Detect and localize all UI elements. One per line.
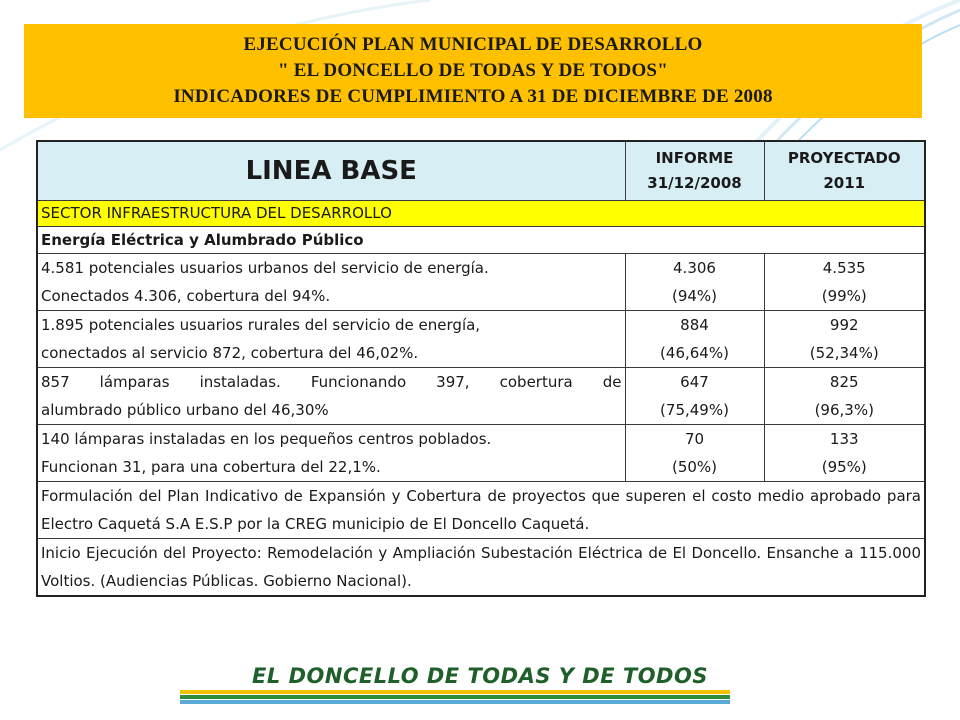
row-description-line-1: 140 lámparas instaladas en los pequeños centros poblados.: [41, 430, 492, 448]
proyectado-header: [764, 141, 925, 201]
row-description-line-2: Funcionan 31, para una cobertura del 22,1%.: [41, 458, 381, 476]
informe-percent: (50%): [671, 458, 718, 476]
footer-bar-green: [180, 695, 730, 699]
informe-cell: [625, 311, 764, 368]
table-row: [37, 482, 925, 539]
row-description: [37, 368, 625, 425]
informe-percent: (94%): [671, 287, 718, 305]
title-line-3: INDICADORES DE CUMPLIMIENTO A 31 DE DICIEMBRE DE 2008: [173, 86, 773, 107]
title-line-2: " EL DONCELLO DE TODAS Y DE TODOS": [278, 60, 668, 81]
row-description-line-2: Conectados 4.306, cobertura del 94%.: [41, 287, 331, 305]
footer-bar-yellow: [180, 690, 730, 694]
row-description: [37, 425, 625, 482]
sector-row: [37, 201, 925, 227]
proyectado-value: 133: [829, 430, 859, 448]
informe-cell: [625, 254, 764, 311]
row-description: [37, 311, 625, 368]
informe-header: [625, 141, 764, 201]
informe-header-label: INFORME: [655, 149, 734, 167]
proyectado-header-label: PROYECTADO: [787, 149, 901, 167]
informe-percent: (75,49%): [660, 401, 729, 419]
footer-slogan: EL DONCELLO DE TODAS Y DE TODOS: [252, 664, 708, 688]
subsector-row: [37, 227, 925, 254]
title-banner: [24, 24, 922, 118]
footer-bar-blue: [180, 700, 730, 704]
subsector-label: Energía Eléctrica y Alumbrado Público: [37, 227, 925, 254]
proyectado-percent: (52,34%): [809, 344, 879, 362]
row-description-line-2: alumbrado público urbano del 46,30%: [41, 401, 329, 419]
linea-base-header: LINEA BASE: [37, 141, 625, 201]
row-description-line-2: conectados al servicio 872, cobertura del 46,02%.: [41, 344, 419, 362]
table-row: [37, 539, 925, 597]
proyectado-value: 825: [829, 373, 859, 391]
proyectado-percent: (95%): [821, 458, 867, 476]
sector-label: SECTOR INFRAESTRUCTURA DEL DESARROLLO: [37, 201, 925, 227]
table-header-row: [37, 141, 925, 201]
informe-value: 884: [680, 316, 709, 334]
row-description-line-1: 1.895 potenciales usuarios rurales del servicio de energía,: [41, 316, 481, 334]
informe-cell: [625, 368, 764, 425]
proyectado-cell: [764, 254, 925, 311]
proyectado-header-year: 2011: [823, 174, 866, 192]
row-description: [37, 254, 625, 311]
informe-percent: (46,64%): [660, 344, 729, 362]
informe-value: 647: [680, 373, 709, 391]
subestacion-text: Inicio Ejecución del Proyecto: Remodelación y Ampliación Subestación Eléctrica de El Doncello. Ensanche a 115.000 Voltios. (Audiencias Públicas. Gobierno Nacional).: [37, 539, 925, 597]
proyectado-cell: [764, 311, 925, 368]
table-row: [37, 311, 925, 368]
informe-cell: [625, 425, 764, 482]
row-description-line-1: 4.581 potenciales usuarios urbanos del servicio de energía.: [41, 259, 489, 277]
table-row: [37, 254, 925, 311]
title-line-1: EJECUCIÓN PLAN MUNICIPAL DE DESARROLLO: [243, 34, 703, 55]
informe-header-date: 31/12/2008: [647, 174, 742, 192]
proyectado-percent: (96,3%): [814, 401, 874, 419]
proyectado-cell: [764, 368, 925, 425]
informe-value: 4.306: [673, 259, 716, 277]
table-row: [37, 368, 925, 425]
informe-value: 70: [684, 430, 705, 448]
proyectado-cell: [764, 425, 925, 482]
table-row: [37, 425, 925, 482]
indicators-table: [36, 140, 926, 597]
plan-indicativo-text: Formulación del Plan Indicativo de Expansión y Cobertura de proyectos que superen el costo medio aprobado para Electro Caquetá S.A E.S.P por la CREG municipio de El Doncello Caquetá.: [37, 482, 925, 539]
proyectado-percent: (99%): [821, 287, 867, 305]
row-description-line-1: 857 lámparas instaladas. Funcionando 397, cobertura de: [41, 373, 622, 391]
proyectado-value: 992: [829, 316, 859, 334]
proyectado-value: 4.535: [822, 259, 866, 277]
